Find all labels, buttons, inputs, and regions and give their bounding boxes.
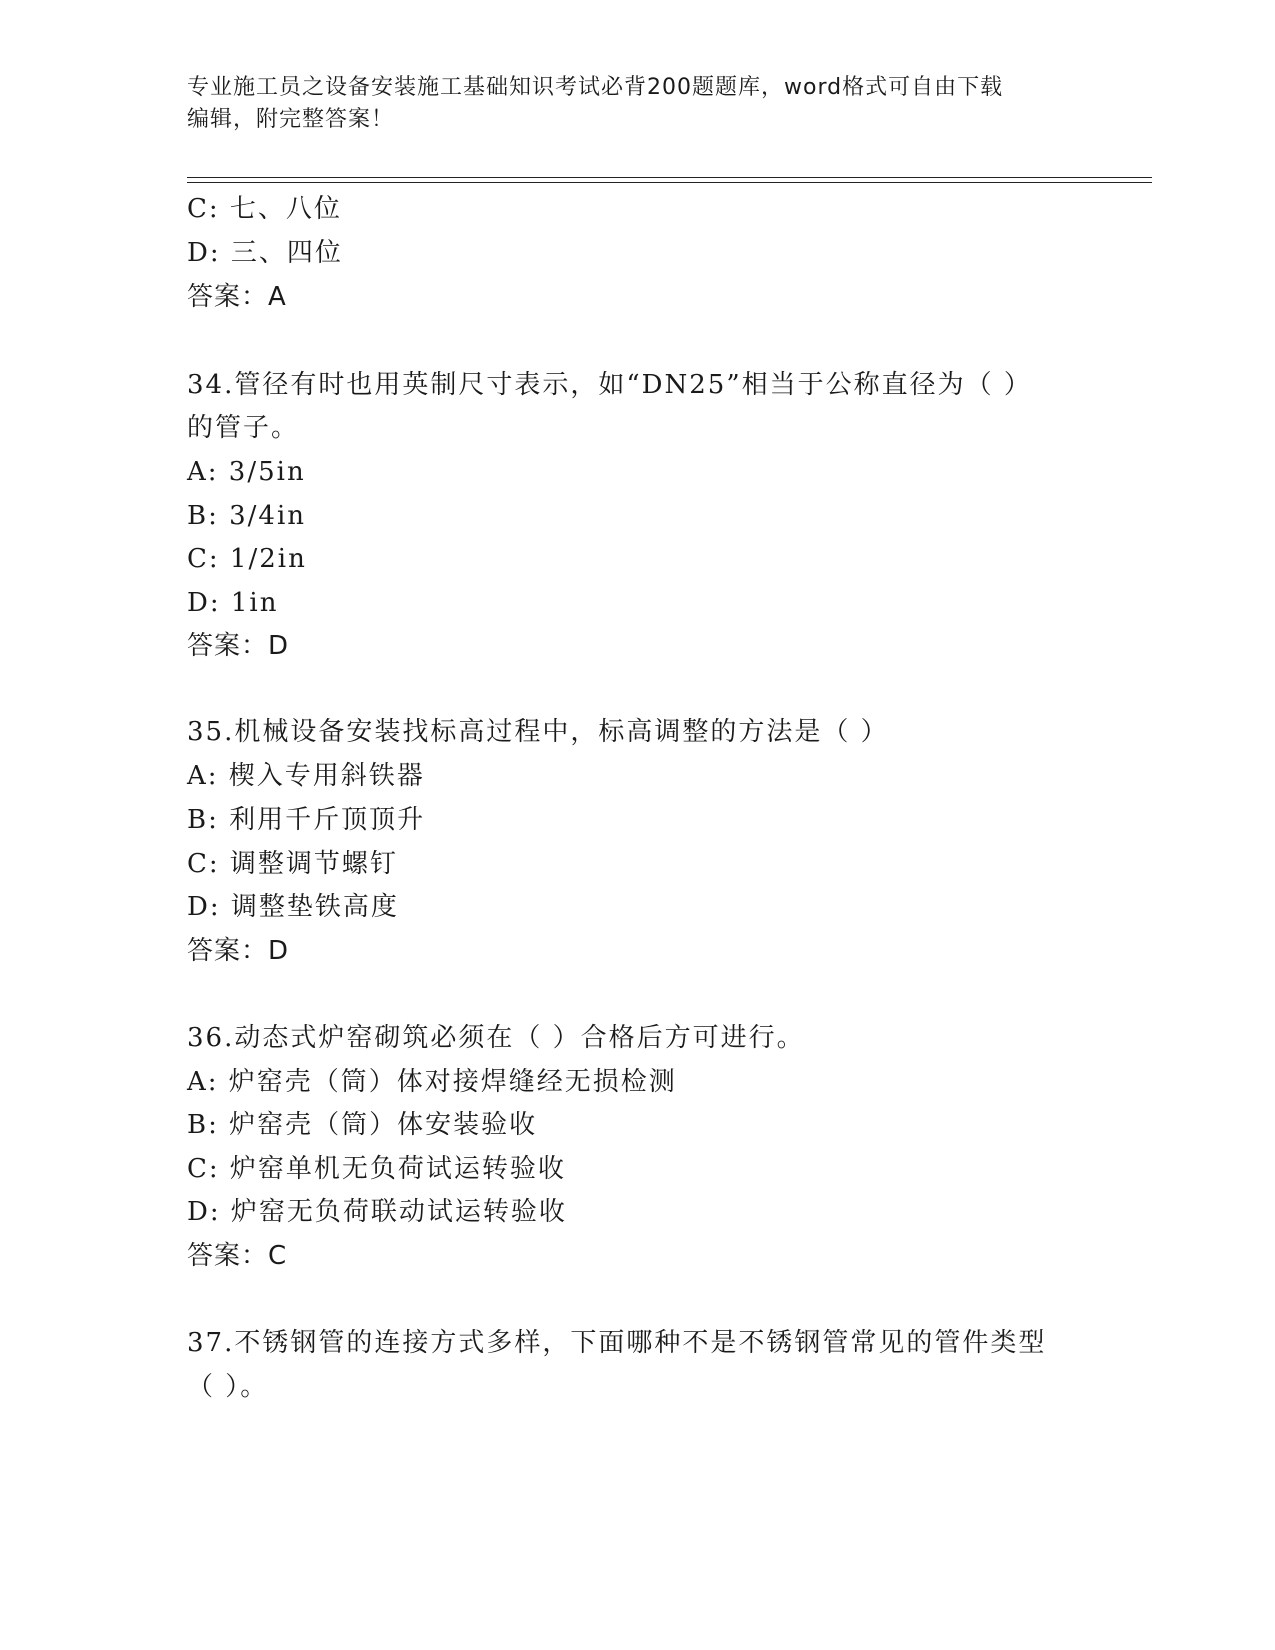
q34-option-a: A: 3/5in	[187, 457, 306, 487]
q36-option-a: A: 炉窑壳（筒）体对接焊缝经无损检测	[187, 1067, 677, 1097]
prev-answer: 答案：A	[187, 282, 287, 312]
prev-option-c: C: 七、八位	[187, 194, 342, 224]
q36-option-d: D: 炉窑无负荷联动试运转验收	[187, 1197, 567, 1227]
document-header	[187, 72, 1087, 136]
q34-option-b: B: 3/4in	[187, 501, 307, 531]
q34-text-line-2: 的管子。	[187, 413, 300, 443]
q35-option-b: B: 利用千斤顶顶升	[187, 805, 426, 835]
header-title-line-1: 专业施工员之设备安装施工基础知识考试必背200题题库，word格式可自由下载	[187, 75, 1004, 100]
q36-option-b: B: 炉窑壳（筒）体安装验收	[187, 1110, 538, 1140]
prev-option-d: D: 三、四位	[187, 238, 343, 268]
q37-text-line-1: 37.不锈钢管的连接方式多样，下面哪种不是不锈钢管常见的管件类型	[187, 1328, 1047, 1358]
q36-answer: 答案：C	[187, 1241, 288, 1271]
q36-text-line-1: 36.动态式炉窑砌筑必须在（ ）合格后方可进行。	[187, 1023, 805, 1053]
q37-text-line-2: （ ）。	[187, 1372, 269, 1402]
q35-answer: 答案：D	[187, 936, 290, 966]
q34-text-line-1: 34.管径有时也用英制尺寸表示，如“DN25”相当于公称直径为（ ）	[187, 370, 1032, 400]
q35-text-line-1: 35.机械设备安装找标高过程中，标高调整的方法是（ ）	[187, 717, 889, 747]
q35-option-c: C: 调整调节螺钉	[187, 849, 398, 879]
q34-option-c: C: 1/2in	[187, 544, 307, 574]
q35-option-d: D: 调整垫铁高度	[187, 892, 399, 922]
header-title-line-2: 编辑，附完整答案！	[187, 107, 395, 132]
header-divider-bottom	[187, 182, 1152, 183]
q34-option-d: D: 1in	[187, 588, 279, 618]
q36-option-c: C: 炉窑单机无负荷试运转验收	[187, 1154, 566, 1184]
q34-answer: 答案：D	[187, 631, 290, 661]
header-divider-top	[187, 177, 1152, 178]
q35-option-a: A: 楔入专用斜铁器	[187, 761, 425, 791]
